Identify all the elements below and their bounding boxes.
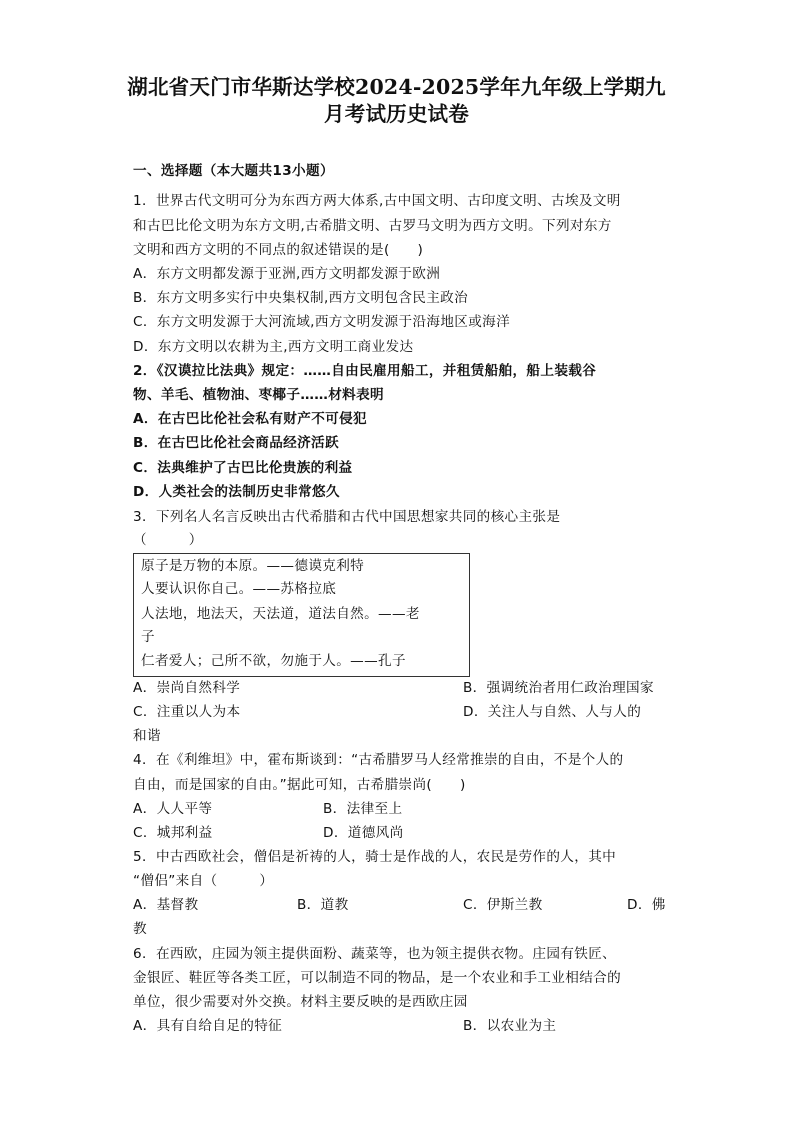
question-3-option-c: C．注重以人为本 <box>133 704 241 720</box>
question-3-option-d-line-2: 和谐 <box>133 728 161 744</box>
question-5-stem-line-2: “僧侣”来自（ ） <box>133 873 274 889</box>
question-3-stem-line-1: 3．下列名人名言反映出古代希腊和古代中国思想家共同的核心主张是 <box>133 509 561 525</box>
question-2-option-b: B．在古巴比伦社会商品经济活跃 <box>133 435 339 451</box>
question-4-stem-line-2: 自由，而是国家的自由。”据此可知，古希腊崇尚( ) <box>133 777 466 793</box>
question-2-stem-line-1: 2．《汉谟拉比法典》规定：……自由民雇用船工，并租赁船舶，船上装载谷 <box>133 363 597 379</box>
section-heading: 一、选择题（本大题共13小题） <box>133 163 334 179</box>
exam-title-line-1: 湖北省天门市华斯达学校2024-2025学年九年级上学期九 <box>127 75 666 99</box>
quote-laozi-line-1: 人法地，地法天，天法道，道法自然。——老 <box>141 606 420 622</box>
question-1-stem-line-2: 和古巴比伦文明为东方文明,古希腊文明、古罗马文明为西方文明。下列对东方 <box>133 218 612 234</box>
quote-socrates: 人要认识你自己。——苏格拉底 <box>141 581 337 597</box>
question-4-option-d: D．道德风尚 <box>323 825 404 841</box>
question-1-option-b: B．东方文明多实行中央集权制,西方文明包含民主政治 <box>133 290 469 306</box>
question-1-option-d: D．东方文明以农耕为主,西方文明工商业发达 <box>133 339 414 355</box>
question-1-stem-line-3: 文明和西方文明的不同点的叙述错误的是( ) <box>133 242 424 258</box>
question-3-option-b: B．强调统治者用仁政治理国家 <box>463 680 654 696</box>
exam-title-line-2: 月考试历史试卷 <box>324 102 469 126</box>
question-4-option-c: C．城邦利益 <box>133 825 213 841</box>
question-3-option-a: A．崇尚自然科学 <box>133 680 241 696</box>
question-2-option-c: C．法典维护了古巴比伦贵族的利益 <box>133 460 353 476</box>
question-5-stem-line-1: 5．中古西欧社会，僧侣是祈祷的人，骑士是作战的人，农民是劳作的人，其中 <box>133 849 617 865</box>
question-4-option-b: B．法律至上 <box>323 801 403 817</box>
question-4-stem-line-1: 4．在《利维坦》中，霍布斯谈到：“古希腊罗马人经常推崇的自由，不是个人的 <box>133 752 624 768</box>
question-2-stem-line-2: 物、羊毛、植物油、枣椰子……材料表明 <box>133 387 384 403</box>
question-1-option-a: A．东方文明都发源于亚洲,西方文明都发源于欧洲 <box>133 266 441 282</box>
quote-confucius: 仁者爱人；己所不欲，勿施于人。——孔子 <box>141 653 406 669</box>
quote-laozi-line-2: 子 <box>141 629 155 645</box>
question-5-option-c: C．伊斯兰教 <box>463 897 543 913</box>
question-6-stem-line-2: 金银匠、鞋匠等各类工匠，可以制造不同的物品，是一个农业和手工业相结合的 <box>133 970 622 986</box>
question-6-option-a: A．具有自给自足的特征 <box>133 1018 283 1034</box>
question-6-stem-line-3: 单位，很少需要对外交换。材料主要反映的是西欧庄园 <box>133 994 468 1010</box>
question-3-stem-line-2: （ ） <box>133 532 203 548</box>
question-5-option-b: B．道教 <box>297 897 349 913</box>
question-1-stem-line-1: 1．世界古代文明可分为东西方两大体系,古中国文明、古印度文明、古埃及文明 <box>133 193 621 209</box>
question-4-option-a: A．人人平等 <box>133 801 213 817</box>
question-2-option-a: A．在古巴比伦社会私有财产不可侵犯 <box>133 411 367 427</box>
question-5-option-d-line-2: 教 <box>133 921 147 937</box>
question-1-option-c: C．东方文明发源于大河流域,西方文明发源于沿海地区或海洋 <box>133 314 511 330</box>
question-2-option-d: D．人类社会的法制历史非常悠久 <box>133 484 340 500</box>
question-6-stem-line-1: 6．在西欧，庄园为领主提供面粉、蔬菜等，也为领主提供衣物。庄园有铁匠、 <box>133 946 617 962</box>
question-5-option-d-line-1: D．佛 <box>627 897 666 913</box>
question-6-option-b: B．以农业为主 <box>463 1018 557 1034</box>
quote-democritus: 原子是万物的本原。——德谟克利特 <box>141 558 365 574</box>
question-5-option-a: A．基督教 <box>133 897 199 913</box>
question-3-option-d-line-1: D．关注人与自然、人与人的 <box>463 704 642 720</box>
